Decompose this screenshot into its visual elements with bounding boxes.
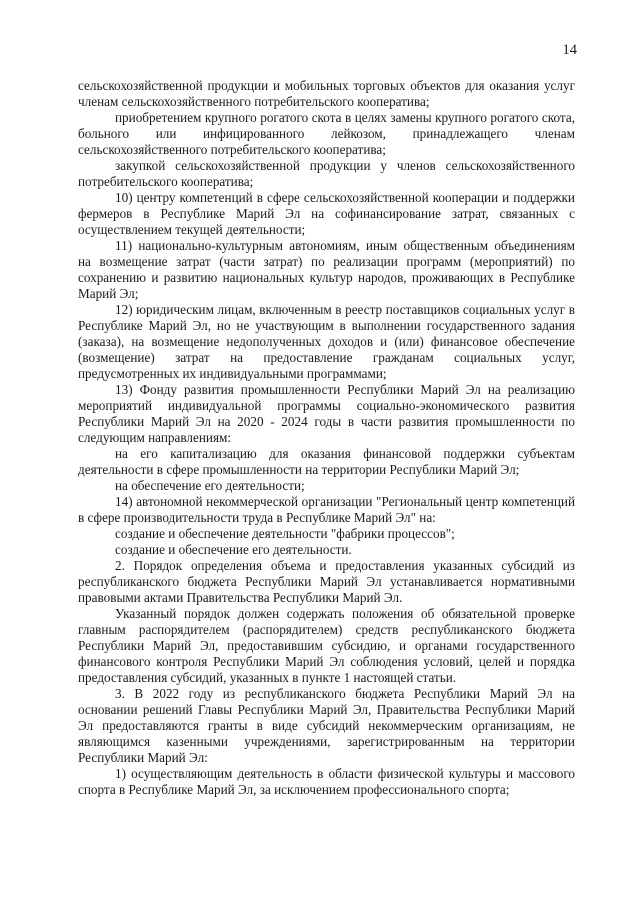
paragraph-item-10: 10) центру компетенций в сфере сельскохозяйственной кооперации и поддержки фермеров в Республике Марий Эл на софинансирование затрат, связанных с осуществлением текущей деятельности; [78,190,575,237]
paragraph-item-12: 12) юридическим лицам, включенным в реестр поставщиков социальных услуг в Республике Марий Эл, но не участвующим в выполнении государственного задания (заказа), на возмещение недополученных доходов и (или) финансовое обеспечение (возмещение) затрат на предоставление гражданам социальных услуг, предусмотренных их индивидуальными программами; [78,302,575,381]
paragraph-section-2: 2. Порядок определения объема и предоставления указанных субсидий из республиканского бюджета Республики Марий Эл устанавливается нормативными правовыми актами Правительства Республики Марий Эл. [78,558,575,605]
paragraph-item-14: 14) автономной некоммерческой организации "Региональный центр компетенций в сфере производительности труда в Республике Марий Эл" на: [78,494,575,525]
paragraph-item-13: 13) Фонду развития промышленности Республики Марий Эл на реализацию мероприятий индивидуальной программы социально-экономического развития Республики Марий Эл на 2020 - 2024 годы в части развития промышленности по следующим направлениям: [78,382,575,445]
paragraph-process-factory: создание и обеспечение деятельности "фабрики процессов"; [115,526,455,541]
paragraph-section-3-item-1: 1) осуществляющим деятельность в области физической культуры и массового спорта в Республике Марий Эл, за исключением профессионального спорта; [78,766,575,797]
paragraph-item-11: 11) национально-культурным автономиям, иным общественным объединениям на возмещение затрат (части затрат) по реализации программ (мероприятий) по сохранению и развитию национальных культур народов, проживающих в Республике Марий Эл; [78,238,575,301]
document-body [78,78,575,798]
paragraph-purchase: закупкой сельскохозяйственной продукции у членов сельскохозяйственного потребительского кооператива; [78,158,575,189]
paragraph-continuation: сельскохозяйственной продукции и мобильных торговых объектов для оказания услуг членам сельскохозяйственного потребительского кооператива; [78,78,575,109]
paragraph-activity-support: на обеспечение его деятельности; [115,478,305,493]
paragraph-capitalization: на его капитализацию для оказания финансовой поддержки субъектам деятельности в сфере промышленности на территории Республики Марий Эл; [78,446,575,477]
paragraph-livestock: приобретением крупного рогатого скота в целях замены крупного рогатого скота, больного или инфицированного лейкозом, принадлежащего членам сельскохозяйственного потребительского кооператива; [78,110,575,157]
paragraph-section-2-procedure: Указанный порядок должен содержать положения об обязательной проверке главным распорядителем (распорядителем) средств республиканского бюджета Республики Марий Эл, предоставившим субсидию, и органами государственного финансового контроля Республики Марий Эл соблюдения условий, целей и порядка предоставления субсидий, указанных в пункте 1 настоящей статьи. [78,606,575,685]
paragraph-own-activity: создание и обеспечение его деятельности. [115,542,352,557]
page-number: 14 [562,42,577,58]
paragraph-section-3: 3. В 2022 году из республиканского бюджета Республики Марий Эл на основании решений Главы Республики Марий Эл, Правительства Республики Марий Эл предоставляются гранты в виде субсидий некоммерческим организациям, не являющимся казенными учреждениями, зарегистрированным на территории Республики Марий Эл: [78,686,575,765]
